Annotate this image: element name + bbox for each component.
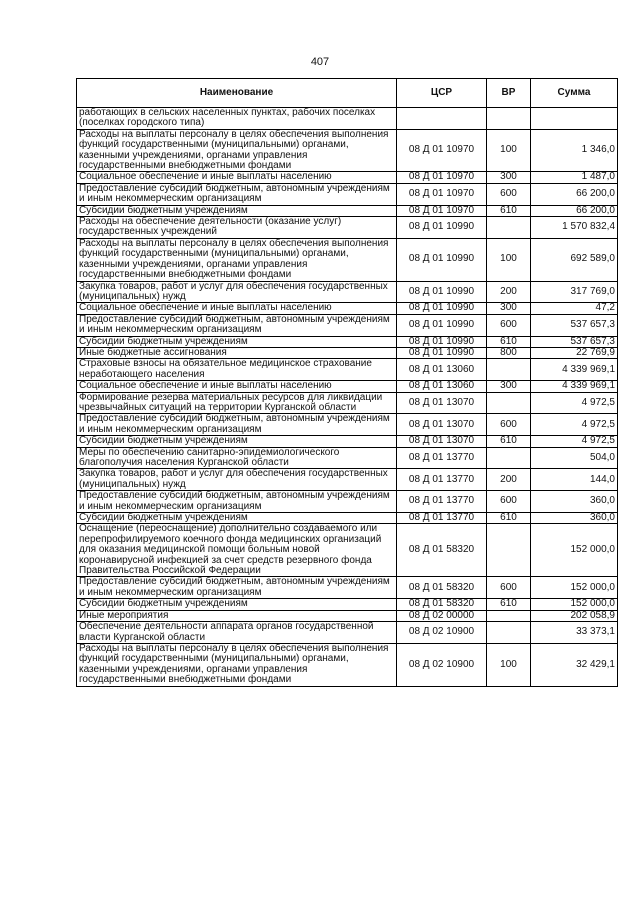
table-row [77,281,618,303]
row-sum-cell: 66 200,0 [531,183,618,205]
row-vr-cell [487,108,531,130]
table-row [77,447,618,469]
row-vr-cell: 610 [487,513,531,524]
row-vr-cell: 610 [487,205,531,216]
row-sum-cell: 317 769,0 [531,281,618,303]
row-sum-cell: 152 000,0 [531,577,618,599]
row-csr-cell: 08 Д 01 58320 [397,599,487,610]
row-name-cell: Меры по обеспечению санитарно-эпидемиологического благополучия населения Курганской области [77,447,397,469]
row-vr-cell [487,359,531,381]
row-vr-cell: 600 [487,577,531,599]
row-sum-cell [531,108,618,130]
row-name-cell: Обеспечение деятельности аппарата органов государственной власти Курганской области [77,622,397,644]
table-row [77,336,618,347]
row-csr-cell: 08 Д 01 13770 [397,513,487,524]
row-name-cell: Иные мероприятия [77,610,397,621]
budget-table [76,78,618,687]
row-csr-cell: 08 Д 01 13770 [397,469,487,491]
table-row [77,238,618,281]
row-name-cell: Социальное обеспечение и иные выплаты населению [77,172,397,183]
row-name-cell: Субсидии бюджетным учреждениям [77,336,397,347]
row-name-cell: Субсидии бюджетным учреждениям [77,599,397,610]
row-sum-cell: 4 339 969,1 [531,359,618,381]
row-csr-cell: 08 Д 01 10970 [397,129,487,172]
row-sum-cell: 66 200,0 [531,205,618,216]
table-row [77,392,618,414]
table-row [77,622,618,644]
row-csr-cell: 08 Д 01 10990 [397,314,487,336]
row-vr-cell: 610 [487,336,531,347]
row-sum-cell: 32 429,1 [531,643,618,686]
row-sum-cell: 4 972,5 [531,436,618,447]
row-vr-cell: 300 [487,381,531,392]
row-name-cell: Иные бюджетные ассигнования [77,347,397,358]
row-csr-cell: 08 Д 01 10990 [397,336,487,347]
table-row [77,524,618,577]
row-name-cell: Социальное обеспечение и иные выплаты населению [77,303,397,314]
table-row [77,491,618,513]
row-sum-cell: 1 346,0 [531,129,618,172]
row-name-cell: Закупка товаров, работ и услуг для обеспечения государственных (муниципальных) нужд [77,281,397,303]
row-sum-cell: 504,0 [531,447,618,469]
row-sum-cell: 4 339 969,1 [531,381,618,392]
table-row [77,469,618,491]
row-csr-cell: 08 Д 01 13060 [397,381,487,392]
row-name-cell: Страховые взносы на обязательное медицинское страхование неработающего населения [77,359,397,381]
row-name-cell: Расходы на выплаты персоналу в целях обеспечения выполнения функций государственными (муниципальными) органами, казенными учреждениями, органами управления государственными внебюджетными фондами [77,129,397,172]
row-name-cell: Формирование резерва материальных ресурсов для ликвидации чрезвычайных ситуаций на территории Курганской области [77,392,397,414]
table-row [77,513,618,524]
table-row [77,205,618,216]
row-name-cell: Предоставление субсидий бюджетным, автономным учреждениям и иным некоммерческим организациям [77,491,397,513]
table-row [77,108,618,130]
row-vr-cell: 600 [487,491,531,513]
row-sum-cell: 360,0 [531,491,618,513]
table-row [77,217,618,239]
table-body [77,108,618,687]
row-csr-cell: 08 Д 01 10970 [397,205,487,216]
row-name-cell: Предоставление субсидий бюджетным, автономным учреждениям и иным некоммерческим организациям [77,314,397,336]
row-sum-cell: 360,0 [531,513,618,524]
row-vr-cell [487,447,531,469]
row-csr-cell: 08 Д 01 58320 [397,577,487,599]
row-vr-cell: 610 [487,436,531,447]
row-csr-cell: 08 Д 01 13070 [397,414,487,436]
table-row [77,599,618,610]
row-vr-cell [487,524,531,577]
row-csr-cell: 08 Д 01 10990 [397,281,487,303]
header-vr: ВР [487,79,531,108]
row-vr-cell: 100 [487,129,531,172]
row-csr-cell: 08 Д 01 10990 [397,347,487,358]
row-sum-cell: 4 972,5 [531,392,618,414]
row-name-cell: Расходы на выплаты персоналу в целях обеспечения выполнения функций государственными (муниципальными) органами, казенными учреждениями, органами управления государственными внебюджетными фондами [77,238,397,281]
header-sum: Сумма [531,79,618,108]
row-sum-cell: 152 000,0 [531,524,618,577]
row-vr-cell: 600 [487,314,531,336]
row-name-cell: Предоставление субсидий бюджетным, автономным учреждениям и иным некоммерческим организациям [77,183,397,205]
row-sum-cell: 47,2 [531,303,618,314]
row-sum-cell: 537 657,3 [531,314,618,336]
row-csr-cell: 08 Д 01 10990 [397,217,487,239]
row-sum-cell: 1 487,0 [531,172,618,183]
table-row [77,643,618,686]
row-name-cell: Закупка товаров, работ и услуг для обеспечения государственных (муниципальных) нужд [77,469,397,491]
row-vr-cell [487,392,531,414]
row-sum-cell: 4 972,5 [531,414,618,436]
row-name-cell: Оснащение (переоснащение) дополнительно создаваемого или перепрофилируемого коечного фонда медицинских организаций для оказания медицинской помощи больным новой коронавирусной инфекцией за счет средств резервного фонда Правительства Российской Федерации [77,524,397,577]
table-header-row [77,79,618,108]
table-row [77,381,618,392]
row-csr-cell: 08 Д 01 13770 [397,491,487,513]
row-sum-cell: 1 570 832,4 [531,217,618,239]
row-vr-cell [487,610,531,621]
row-vr-cell: 300 [487,303,531,314]
row-csr-cell: 08 Д 01 13770 [397,447,487,469]
row-name-cell: Расходы на обеспечение деятельности (оказание услуг) государственных учреждений [77,217,397,239]
row-sum-cell: 152 000,0 [531,599,618,610]
table-row [77,183,618,205]
row-csr-cell: 08 Д 01 13060 [397,359,487,381]
row-vr-cell: 200 [487,469,531,491]
table-row [77,436,618,447]
row-vr-cell: 300 [487,172,531,183]
row-csr-cell: 08 Д 01 10970 [397,183,487,205]
row-sum-cell: 537 657,3 [531,336,618,347]
row-vr-cell: 600 [487,414,531,436]
row-vr-cell: 100 [487,238,531,281]
row-name-cell: Предоставление субсидий бюджетным, автономным учреждениям и иным некоммерческим организациям [77,577,397,599]
row-sum-cell: 33 373,1 [531,622,618,644]
row-vr-cell: 200 [487,281,531,303]
row-csr-cell: 08 Д 02 00000 [397,610,487,621]
row-name-cell: Субсидии бюджетным учреждениям [77,436,397,447]
row-csr-cell: 08 Д 02 10900 [397,643,487,686]
row-vr-cell: 800 [487,347,531,358]
row-csr-cell: 08 Д 02 10900 [397,622,487,644]
row-vr-cell: 610 [487,599,531,610]
row-vr-cell [487,622,531,644]
row-csr-cell [397,108,487,130]
row-name-cell: Предоставление субсидий бюджетным, автономным учреждениям и иным некоммерческим организациям [77,414,397,436]
row-csr-cell: 08 Д 01 10990 [397,238,487,281]
table-row [77,610,618,621]
row-csr-cell: 08 Д 01 13070 [397,392,487,414]
row-sum-cell: 202 058,9 [531,610,618,621]
row-csr-cell: 08 Д 01 58320 [397,524,487,577]
row-vr-cell: 600 [487,183,531,205]
row-csr-cell: 08 Д 01 10990 [397,303,487,314]
table-row [77,577,618,599]
table-row [77,359,618,381]
row-sum-cell: 692 589,0 [531,238,618,281]
page-number: 407 [310,56,330,68]
row-name-cell: Расходы на выплаты персоналу в целях обеспечения выполнения функций государственными (муниципальными) органами, казенными учреждениями, органами управления государственными внебюджетными фондами [77,643,397,686]
table-row [77,172,618,183]
row-name-cell: Субсидии бюджетным учреждениям [77,205,397,216]
row-name-cell: Субсидии бюджетным учреждениям [77,513,397,524]
row-name-cell: работающих в сельских населенных пунктах, рабочих поселках (поселках городского типа) [77,108,397,130]
row-name-cell: Социальное обеспечение и иные выплаты населению [77,381,397,392]
header-csr: ЦСР [397,79,487,108]
header-name: Наименование [77,79,397,108]
row-csr-cell: 08 Д 01 13070 [397,436,487,447]
row-vr-cell [487,217,531,239]
row-sum-cell: 22 769,9 [531,347,618,358]
table-row [77,314,618,336]
table-row [77,414,618,436]
table-row [77,129,618,172]
row-csr-cell: 08 Д 01 10970 [397,172,487,183]
row-sum-cell: 144,0 [531,469,618,491]
table-row [77,303,618,314]
row-vr-cell: 100 [487,643,531,686]
